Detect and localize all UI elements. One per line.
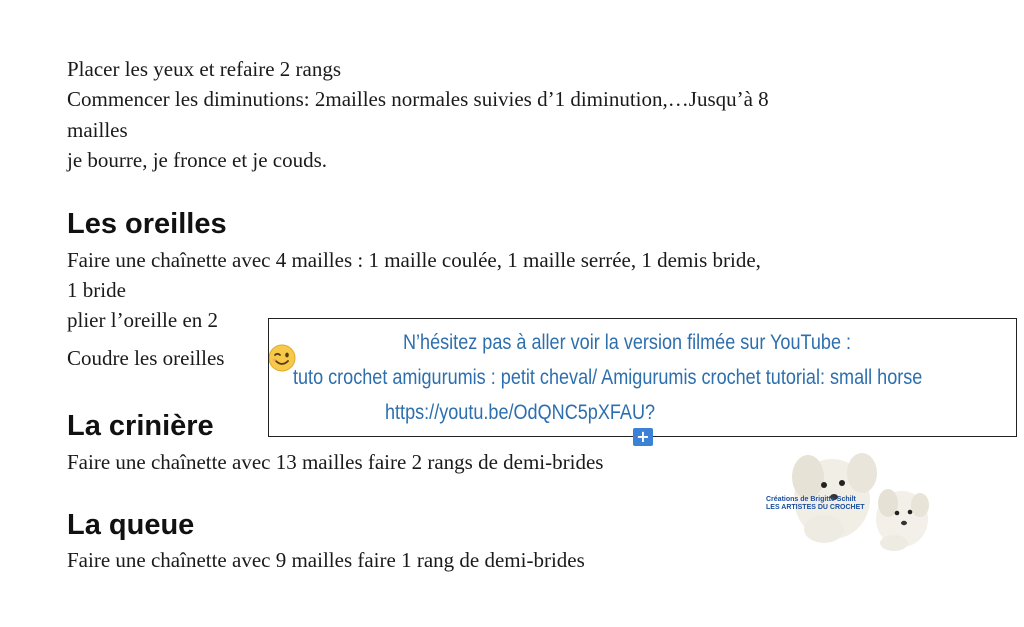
youtube-link[interactable]: https://youtu.be/OdQNC5pXFAU? xyxy=(385,401,656,424)
intro-line-2: Commencer les diminutions: 2mailles normales suivies d’1 diminution,…Jusqu’à 8 xyxy=(67,87,769,111)
textbox-line-1: N’hésitez pas à aller voir la version filmée sur YouTube : xyxy=(403,331,852,354)
heading-oreilles: Les oreilles xyxy=(67,208,227,240)
oreilles-line-4: Coudre les oreilles xyxy=(67,346,225,370)
heading-queue: La queue xyxy=(67,509,195,541)
oreilles-line-2: 1 bride xyxy=(67,278,126,302)
intro-line-3: mailles xyxy=(67,118,128,142)
intro-line-4: je bourre, je fronce et je couds. xyxy=(67,148,328,172)
oreilles-line-3: plier l’oreille en 2 xyxy=(67,308,219,332)
youtube-link-textbox[interactable] xyxy=(268,318,1017,437)
queue-line-1: Faire une chaînette avec 9 mailles faire 1 rang de demi-brides xyxy=(67,548,585,572)
textbox-line-2: tuto crochet amigurumis : petit cheval/ Amigurumis crochet tutorial: small horse xyxy=(293,366,923,389)
photo-caption-2: LES ARTISTES DU CROCHET xyxy=(766,504,865,511)
photo-caption-1: Créations de Brigitte Schilt xyxy=(766,496,856,503)
add-button[interactable]: + xyxy=(633,428,653,446)
criniere-line-1: Faire une chaînette avec 13 mailles faire 2 rangs de demi-brides xyxy=(67,450,604,474)
intro-line-1: Placer les yeux et refaire 2 rangs xyxy=(67,57,342,81)
crochet-dogs-photo xyxy=(762,437,932,560)
heading-criniere: La crinière xyxy=(67,410,214,442)
oreilles-line-1: Faire une chaînette avec 4 mailles : 1 maille coulée, 1 maille serrée, 1 demis bride, xyxy=(67,248,761,272)
